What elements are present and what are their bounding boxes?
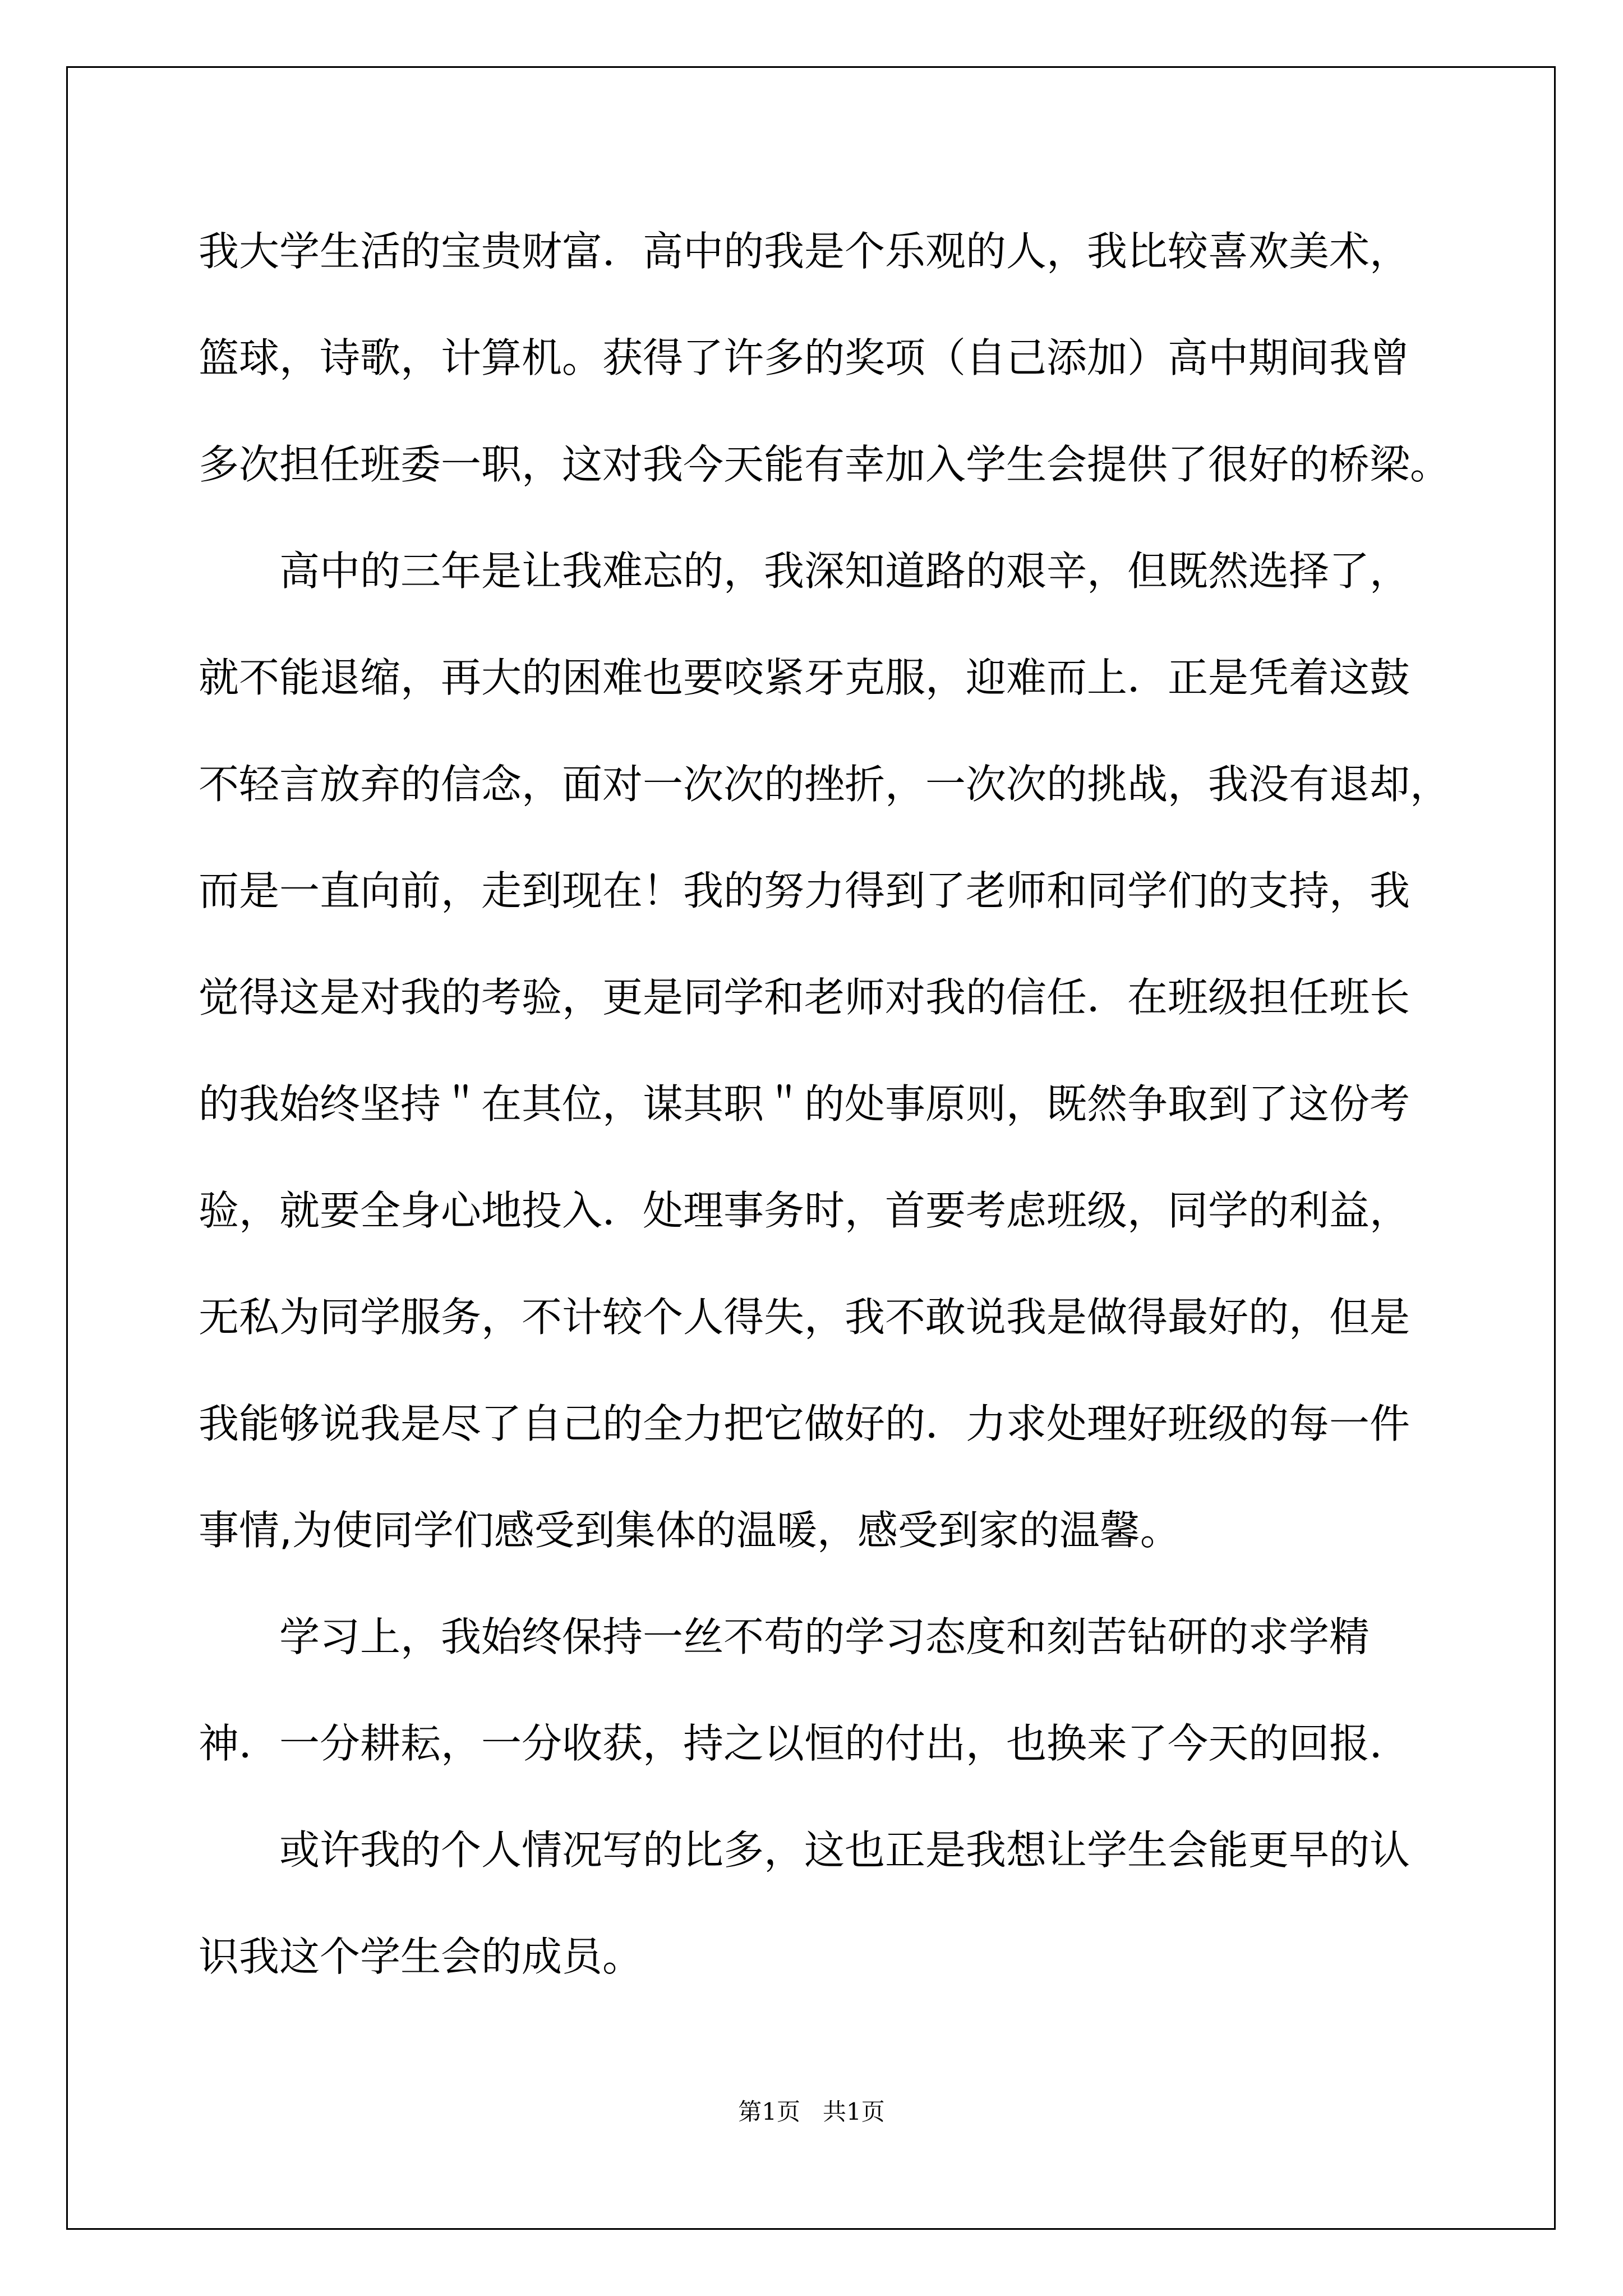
text-line: 事情,为使同学们感受到集体的温暖，感受到家的温馨。: [199, 1507, 1181, 1554]
text-line: 就不能退缩，再大的困难也要咬紧牙克服，迎难而上．正是凭着这鼓: [199, 654, 1410, 701]
page-total: 共1页: [823, 2098, 885, 2125]
text-line: 神．一分耕耘，一分收获，持之以恒的付出，也换来了今天的回报．: [199, 1720, 1410, 1767]
text-line: 识我这个学生会的成员。: [199, 1933, 643, 1980]
text-line: 而是一直向前，走到现在！我的努力得到了老师和同学们的支持，我: [199, 867, 1410, 914]
page-border: [66, 66, 1556, 2230]
page-number: 第1页: [738, 2098, 800, 2125]
text-line: 我大学生活的宝贵财富．高中的我是个乐观的人，我比较喜欢美术，: [199, 228, 1410, 275]
text-line: 不轻言放弃的信念，面对一次次的挫折，一次次的挑战，我没有退却，: [199, 761, 1451, 808]
text-line: 我能够说我是尽了自己的全力把它做好的．力求处理好班级的每一件: [199, 1400, 1410, 1447]
text-line: 学习上，我始终保持一丝不苟的学习态度和刻苦钻研的求学精: [199, 1613, 1370, 1660]
text-line: 多次担任班委一职，这对我今天能有幸加入学生会提供了很好的桥梁。: [199, 441, 1451, 488]
text-line: 或许我的个人情况写的比多，这也正是我想让学生会能更早的认: [199, 1826, 1410, 1874]
text-line: 的我始终坚持＂在其位，谋其职＂的处事原则，既然争取到了这份考: [199, 1080, 1410, 1128]
text-line: 无私为同学服务，不计较个人得失，我不敢说我是做得最好的，但是: [199, 1294, 1410, 1341]
text-line: 觉得这是对我的考验，更是同学和老师对我的信任．在班级担任班长: [199, 974, 1410, 1021]
page-footer: [0, 2095, 1623, 2129]
text-line: 篮球，诗歌，计算机。获得了许多的奖项（自己添加）高中期间我曾: [199, 334, 1410, 381]
footer-spacer: [800, 2098, 823, 2125]
text-line: 高中的三年是让我难忘的，我深知道路的艰辛，但既然选择了，: [199, 547, 1410, 595]
text-line: 验，就要全身心地投入．处理事务时，首要考虑班级，同学的利益，: [199, 1187, 1410, 1234]
